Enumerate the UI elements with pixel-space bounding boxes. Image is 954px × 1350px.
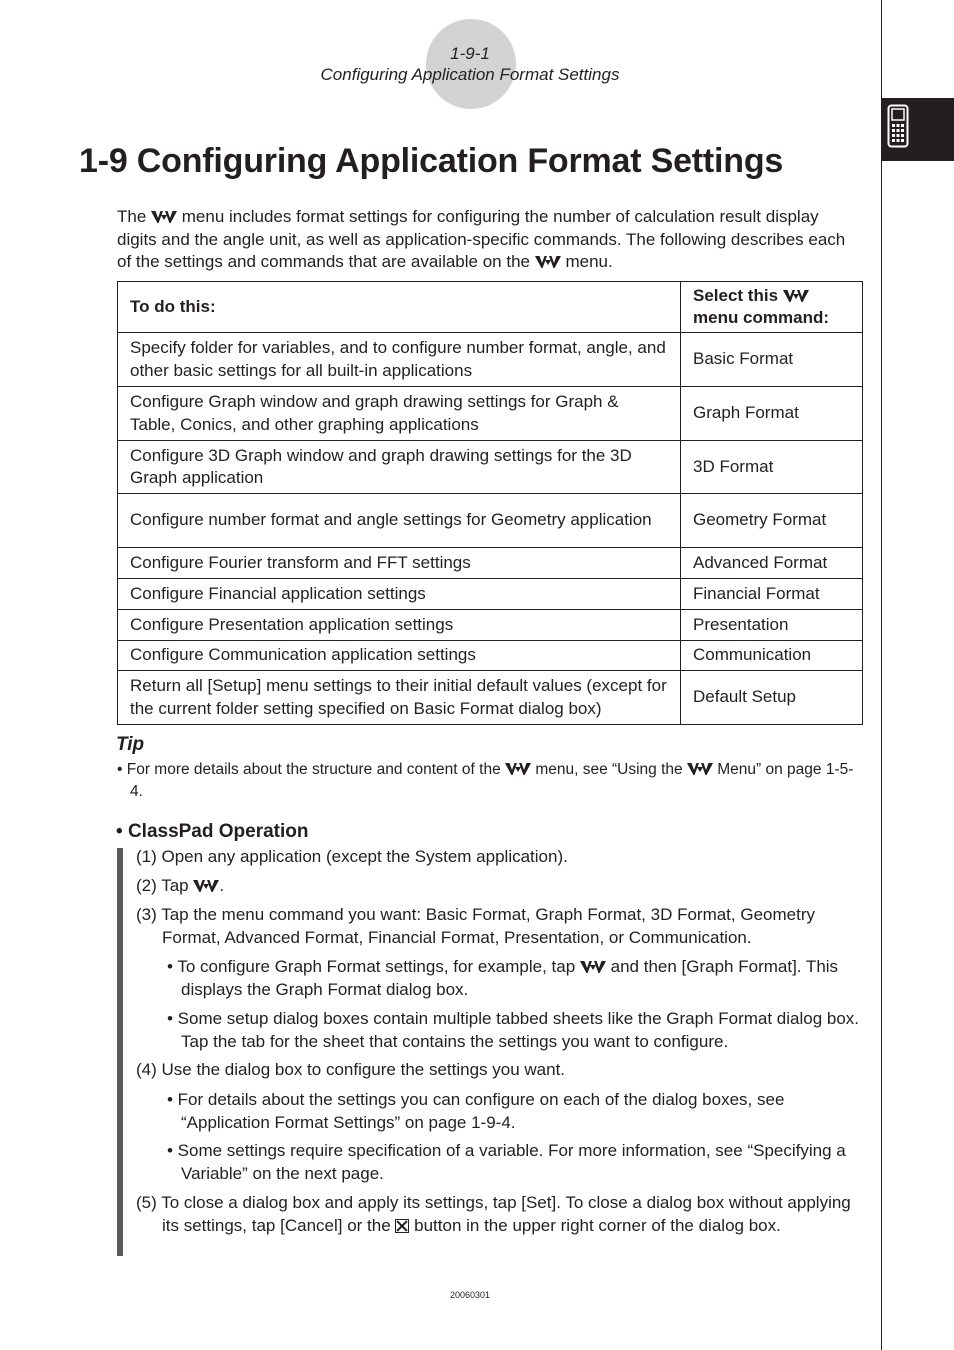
cell-action: Configure Presentation application settings <box>118 610 681 641</box>
running-title: Configuring Application Format Settings <box>320 65 620 84</box>
cell-action: Configure Graph window and graph drawing settings for Graph & Table, Conics, and other graphing applications <box>118 387 681 441</box>
step-1: (1) Open any application (except the System application). <box>136 847 568 866</box>
header-circle <box>426 19 516 109</box>
tip-text-3: Menu” on page 1-5-4. <box>130 761 854 800</box>
intro-text-1: The <box>117 207 147 226</box>
setup-menu-icon <box>151 210 177 224</box>
col-header-action: To do this: <box>118 282 681 333</box>
table-header-row <box>118 282 863 333</box>
step-3-bullet-2: • Some setup dialog boxes contain multiple tabbed sheets like the Graph Format dialog box. Tap the tab for the sheet that contains the settings you want to configure. <box>167 1009 860 1051</box>
intro-text-2: menu includes format settings for configuring the number of calculation result display digits and the angle unit, as well as application-specific commands. The following describes each of the settings and commands that are available on the <box>117 207 846 271</box>
cell-command: Presentation <box>681 610 863 641</box>
step-2-period: . <box>219 876 225 895</box>
table-row <box>118 387 863 441</box>
bullet-text: and then [Graph Format]. This displays the Graph Format dialog box. <box>181 957 839 999</box>
step-5-text: button in the upper right corner of the dialog box. <box>414 1215 781 1235</box>
settings-table <box>117 281 863 725</box>
cell-command: Communication <box>681 641 863 671</box>
cell-action: Specify folder for variables, and to configure number format, angle, and other basic settings for all built-in applications <box>118 333 681 387</box>
calculator-icon <box>887 104 909 148</box>
cell-action: Configure Financial application settings <box>118 579 681 610</box>
table-row <box>118 548 863 579</box>
setup-menu-icon <box>783 289 809 303</box>
setup-menu-icon <box>193 879 219 893</box>
table-row <box>118 333 863 387</box>
table-row <box>118 579 863 610</box>
page-title: 1-9 Configuring Application Format Settings <box>79 142 784 180</box>
col-header-command <box>681 282 863 333</box>
cell-command: Graph Format <box>681 387 863 441</box>
step-4-bullet-2: • Some settings require specification of a variable. For more information, see “Specifying a Variable” on the next page. <box>167 1141 846 1183</box>
cell-action: Return all [Setup] menu settings to their initial default values (except for the current folder setting specified on Basic Format dialog box) <box>118 671 681 725</box>
intro-text-3: menu. <box>565 252 613 271</box>
step-3-bullet-1 <box>167 956 867 1001</box>
step-2 <box>136 875 866 898</box>
col-header-command-text: menu command: <box>693 308 830 327</box>
tip-text-1: For more details about the structure and content of the <box>126 761 501 778</box>
step-5-text: (5) To close a dialog box and apply its settings, tap [Set]. To close a dialog box without applying its settings, tap [Cancel] or the <box>136 1193 851 1235</box>
operation-heading-text: ClassPad Operation <box>127 821 309 842</box>
footer-code: 20060301 <box>449 1290 491 1300</box>
table-row <box>118 610 863 641</box>
table-row <box>118 441 863 494</box>
cell-command: Geometry Format <box>681 494 863 548</box>
cell-command: 3D Format <box>681 441 863 494</box>
cell-command: Financial Format <box>681 579 863 610</box>
intro-paragraph <box>117 206 857 274</box>
cell-action: Configure 3D Graph window and graph drawing settings for the 3D Graph application <box>118 441 681 494</box>
margin-rule <box>881 0 882 1350</box>
setup-menu-icon <box>505 762 531 776</box>
page-number: 1-9-1 <box>450 44 490 63</box>
table-row <box>118 671 863 725</box>
cell-command: Advanced Format <box>681 548 863 579</box>
step-4: (4) Use the dialog box to configure the settings you want. <box>136 1060 566 1079</box>
close-x-icon <box>395 1219 409 1233</box>
step-5 <box>136 1192 866 1237</box>
bullet-text: • To configure Graph Format settings, for example, tap <box>167 957 576 976</box>
tip-text-2: menu, see “Using the <box>535 761 683 778</box>
cell-action: Configure Communication application settings <box>118 641 681 671</box>
step-2-text: (2) Tap <box>136 876 189 895</box>
bullet-glyph: • <box>116 821 123 842</box>
operation-side-bar <box>117 848 123 1256</box>
cell-command: Basic Format <box>681 333 863 387</box>
cell-action: Configure number format and angle settings for Geometry application <box>118 494 681 548</box>
col-header-command-text: Select this <box>693 285 779 305</box>
tip-bullet <box>117 759 863 803</box>
tip-heading: Tip <box>116 734 145 755</box>
step-3: (3) Tap the menu command you want: Basic Format, Graph Format, 3D Format, Geometry Format, Advanced Format, Financial Format, Presentation, or Communication. <box>136 905 815 947</box>
step-4-bullet-1: • For details about the settings you can configure on each of the dialog boxes, see “Application Format Settings” on page 1-9-4. <box>167 1090 785 1132</box>
setup-menu-icon <box>580 960 606 974</box>
setup-menu-icon <box>687 762 713 776</box>
table-row <box>118 494 863 548</box>
cell-action: Configure Fourier transform and FFT settings <box>118 548 681 579</box>
table-row <box>118 641 863 671</box>
operation-heading <box>116 821 309 843</box>
setup-menu-icon <box>535 255 561 269</box>
bullet-glyph: • <box>117 761 123 778</box>
cell-command: Default Setup <box>681 671 863 725</box>
